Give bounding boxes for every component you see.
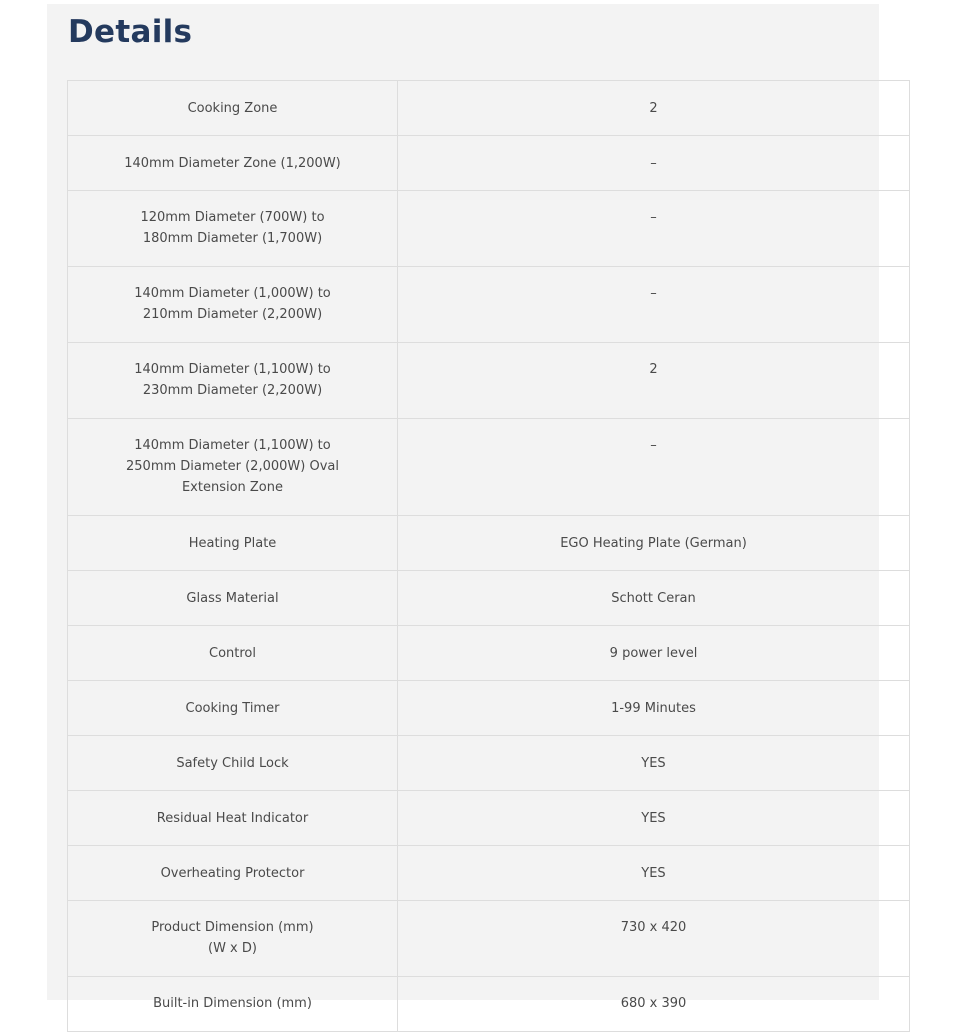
table-row [68,267,910,343]
table-row [68,736,910,791]
spec-value-cell [398,901,910,977]
spec-value-cell [398,571,910,626]
table-row [68,901,910,977]
table-row [68,136,910,191]
spec-value: 1-99 Minutes [611,701,696,716]
spec-label: 140mm Diameter (1,100W) to 250mm Diameter (2,000W) Oval Extension Zone [126,438,339,495]
spec-label: Heating Plate [188,536,277,551]
spec-label: Cooking Zone [187,101,278,116]
table-row [68,626,910,681]
section-title: Details [68,14,193,50]
spec-label-cell [68,901,398,977]
spec-label-cell [68,846,398,901]
spec-value: – [650,438,657,453]
spec-value: YES [641,866,666,881]
table-row [68,516,910,571]
spec-value: YES [641,756,666,771]
spec-label-cell [68,81,398,136]
spec-label: Built-in Dimension (mm) [153,996,312,1011]
spec-value: 9 power level [609,646,698,661]
spec-value-cell [398,681,910,736]
table-row [68,81,910,136]
table-row [68,191,910,267]
spec-value: 730 x 420 [620,920,687,935]
spec-label-cell [68,681,398,736]
table-row [68,343,910,419]
spec-value-cell [398,343,910,419]
spec-value-cell [398,516,910,571]
spec-value: 2 [649,362,658,377]
spec-value-cell [398,267,910,343]
details-panel [47,4,879,1011]
spec-label: Glass Material [186,591,279,606]
spec-value: 680 x 390 [620,996,687,1011]
spec-value-cell [398,419,910,516]
table-row [68,977,910,1032]
spec-value-cell [398,626,910,681]
spec-value-cell [398,81,910,136]
spec-label: 140mm Diameter (1,100W) to 230mm Diameter (2,200W) [134,362,331,398]
table-row [68,571,910,626]
spec-label-cell [68,791,398,846]
spec-value: – [650,156,657,171]
spec-label-cell [68,516,398,571]
specs-table [67,80,910,1032]
spec-value-cell [398,191,910,267]
table-row [68,791,910,846]
spec-label-cell [68,736,398,791]
spec-value-cell [398,791,910,846]
spec-value: – [650,210,657,225]
spec-label-cell [68,136,398,191]
spec-label-cell [68,419,398,516]
spec-value-cell [398,977,910,1032]
spec-value: – [650,286,657,301]
spec-value: Schott Ceran [611,591,696,606]
spec-label-cell [68,571,398,626]
spec-value-cell [398,736,910,791]
spec-label-cell [68,977,398,1032]
spec-label: 120mm Diameter (700W) to 180mm Diameter (1,700W) [140,210,325,246]
spec-label: Overheating Protector [160,866,305,881]
table-row [68,419,910,516]
table-row [68,681,910,736]
spec-label-cell [68,191,398,267]
spec-label: Cooking Timer [185,701,280,716]
spec-label: Residual Heat Indicator [156,811,309,826]
spec-value-cell [398,846,910,901]
spec-label: Product Dimension (mm) (W x D) [151,920,314,956]
spec-value-cell [398,136,910,191]
spec-label: 140mm Diameter (1,000W) to 210mm Diameter (2,200W) [134,286,331,322]
spec-label: Control [209,646,256,661]
spec-label-cell [68,267,398,343]
spec-label-cell [68,343,398,419]
spec-label: Safety Child Lock [176,756,289,771]
spec-label: 140mm Diameter Zone (1,200W) [124,156,341,171]
spec-value: EGO Heating Plate (German) [560,536,747,551]
table-row [68,846,910,901]
spec-label-cell [68,626,398,681]
spec-value: 2 [649,101,658,116]
spec-value: YES [641,811,666,826]
